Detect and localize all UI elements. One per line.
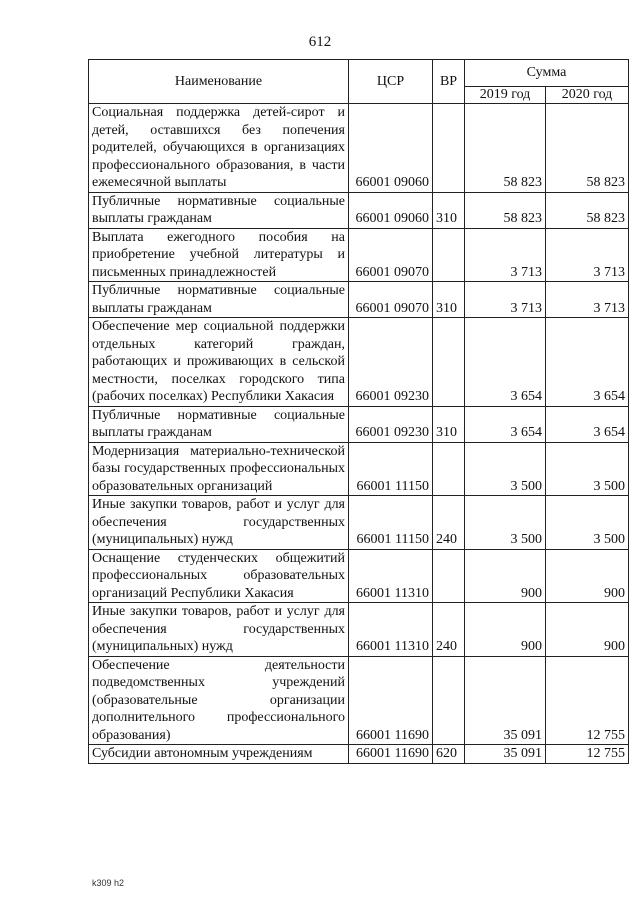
header-csr: ЦСР [349, 60, 433, 104]
row-sum-2020: 12 755 [546, 745, 629, 764]
row-sum-2019: 3 654 [465, 406, 546, 442]
row-sum-2019: 900 [465, 603, 546, 657]
row-csr: 66001 11310 [349, 603, 433, 657]
row-sum-2019: 3 713 [465, 228, 546, 282]
row-vr [433, 318, 465, 407]
row-name: Выплата ежегодного пособия на приобретение учебной литературы и письменных принадлежностей [89, 228, 349, 282]
page-number: 612 [308, 34, 332, 50]
row-csr: 66001 11150 [349, 496, 433, 550]
row-sum-2020: 3 500 [546, 442, 629, 496]
table-row [89, 549, 629, 603]
row-vr: 310 [433, 406, 465, 442]
header-vr: ВР [433, 60, 465, 104]
row-sum-2019: 3 500 [465, 496, 546, 550]
row-csr: 66001 09070 [349, 282, 433, 318]
row-name: Социальная поддержка детей-сирот и детей, оставшихся без попечения родителей, обучающихся в организациях профессионального образования, в части ежемесячной выплаты [89, 104, 349, 193]
header-sum: Сумма [465, 60, 629, 87]
row-name: Публичные нормативные социальные выплаты гражданам [89, 192, 349, 228]
table-header [89, 60, 629, 104]
row-name: Обеспечение деятельности подведомственных учреждений (образовательные организации дополнительного профессионального образования) [89, 656, 349, 745]
table-row [89, 745, 629, 764]
row-vr: 240 [433, 603, 465, 657]
row-sum-2019: 3 713 [465, 282, 546, 318]
table-row [89, 228, 629, 282]
header-year-2020: 2020 год [546, 87, 629, 104]
table-row [89, 318, 629, 407]
row-csr: 66001 09060 [349, 104, 433, 193]
row-csr: 66001 11310 [349, 549, 433, 603]
row-csr: 66001 11150 [349, 442, 433, 496]
header-name: Наименование [89, 60, 349, 104]
table-row [89, 104, 629, 193]
table-row [89, 192, 629, 228]
row-sum-2020: 900 [546, 603, 629, 657]
row-vr: 620 [433, 745, 465, 764]
table-row [89, 442, 629, 496]
table-row [89, 282, 629, 318]
table-row [89, 406, 629, 442]
row-name: Иные закупки товаров, работ и услуг для обеспечения государственных (муниципальных) нужд [89, 496, 349, 550]
row-vr: 310 [433, 192, 465, 228]
row-sum-2019: 900 [465, 549, 546, 603]
table-row [89, 603, 629, 657]
row-csr: 66001 11690 [349, 745, 433, 764]
row-vr [433, 228, 465, 282]
row-name: Публичные нормативные социальные выплаты гражданам [89, 282, 349, 318]
row-name: Субсидии автономным учреждениям [89, 745, 349, 764]
row-vr: 240 [433, 496, 465, 550]
row-vr [433, 656, 465, 745]
row-name: Обеспечение мер социальной поддержки отдельных категорий граждан, работающих и проживающих в сельской местности, поселках городского типа (рабочих поселках) Республики Хакасия [89, 318, 349, 407]
row-sum-2020: 3 713 [546, 282, 629, 318]
row-vr [433, 549, 465, 603]
budget-table [88, 59, 629, 764]
row-sum-2019: 35 091 [465, 656, 546, 745]
footer-code: k309 h2 [92, 878, 125, 888]
row-sum-2019: 58 823 [465, 192, 546, 228]
row-sum-2019: 3 500 [465, 442, 546, 496]
row-csr: 66001 09060 [349, 192, 433, 228]
row-name: Оснащение студенческих общежитий профессиональных образовательных организаций Республики Хакасия [89, 549, 349, 603]
row-sum-2019: 58 823 [465, 104, 546, 193]
row-vr: 310 [433, 282, 465, 318]
row-name: Публичные нормативные социальные выплаты гражданам [89, 406, 349, 442]
row-vr [433, 442, 465, 496]
row-csr: 66001 09230 [349, 406, 433, 442]
row-csr: 66001 09070 [349, 228, 433, 282]
header-year-2019: 2019 год [465, 87, 546, 104]
row-name: Модернизация материально-технической базы государственных профессиональных образовательных организаций [89, 442, 349, 496]
row-sum-2020: 3 654 [546, 406, 629, 442]
row-sum-2020: 12 755 [546, 656, 629, 745]
row-csr: 66001 11690 [349, 656, 433, 745]
row-sum-2020: 3 500 [546, 496, 629, 550]
row-csr: 66001 09230 [349, 318, 433, 407]
row-sum-2020: 3 654 [546, 318, 629, 407]
row-sum-2019: 35 091 [465, 745, 546, 764]
row-sum-2020: 900 [546, 549, 629, 603]
row-sum-2020: 58 823 [546, 192, 629, 228]
row-sum-2019: 3 654 [465, 318, 546, 407]
row-vr [433, 104, 465, 193]
table-body [89, 104, 629, 764]
table-row [89, 656, 629, 745]
row-sum-2020: 58 823 [546, 104, 629, 193]
row-name: Иные закупки товаров, работ и услуг для обеспечения государственных (муниципальных) нужд [89, 603, 349, 657]
table-row [89, 496, 629, 550]
row-sum-2020: 3 713 [546, 228, 629, 282]
